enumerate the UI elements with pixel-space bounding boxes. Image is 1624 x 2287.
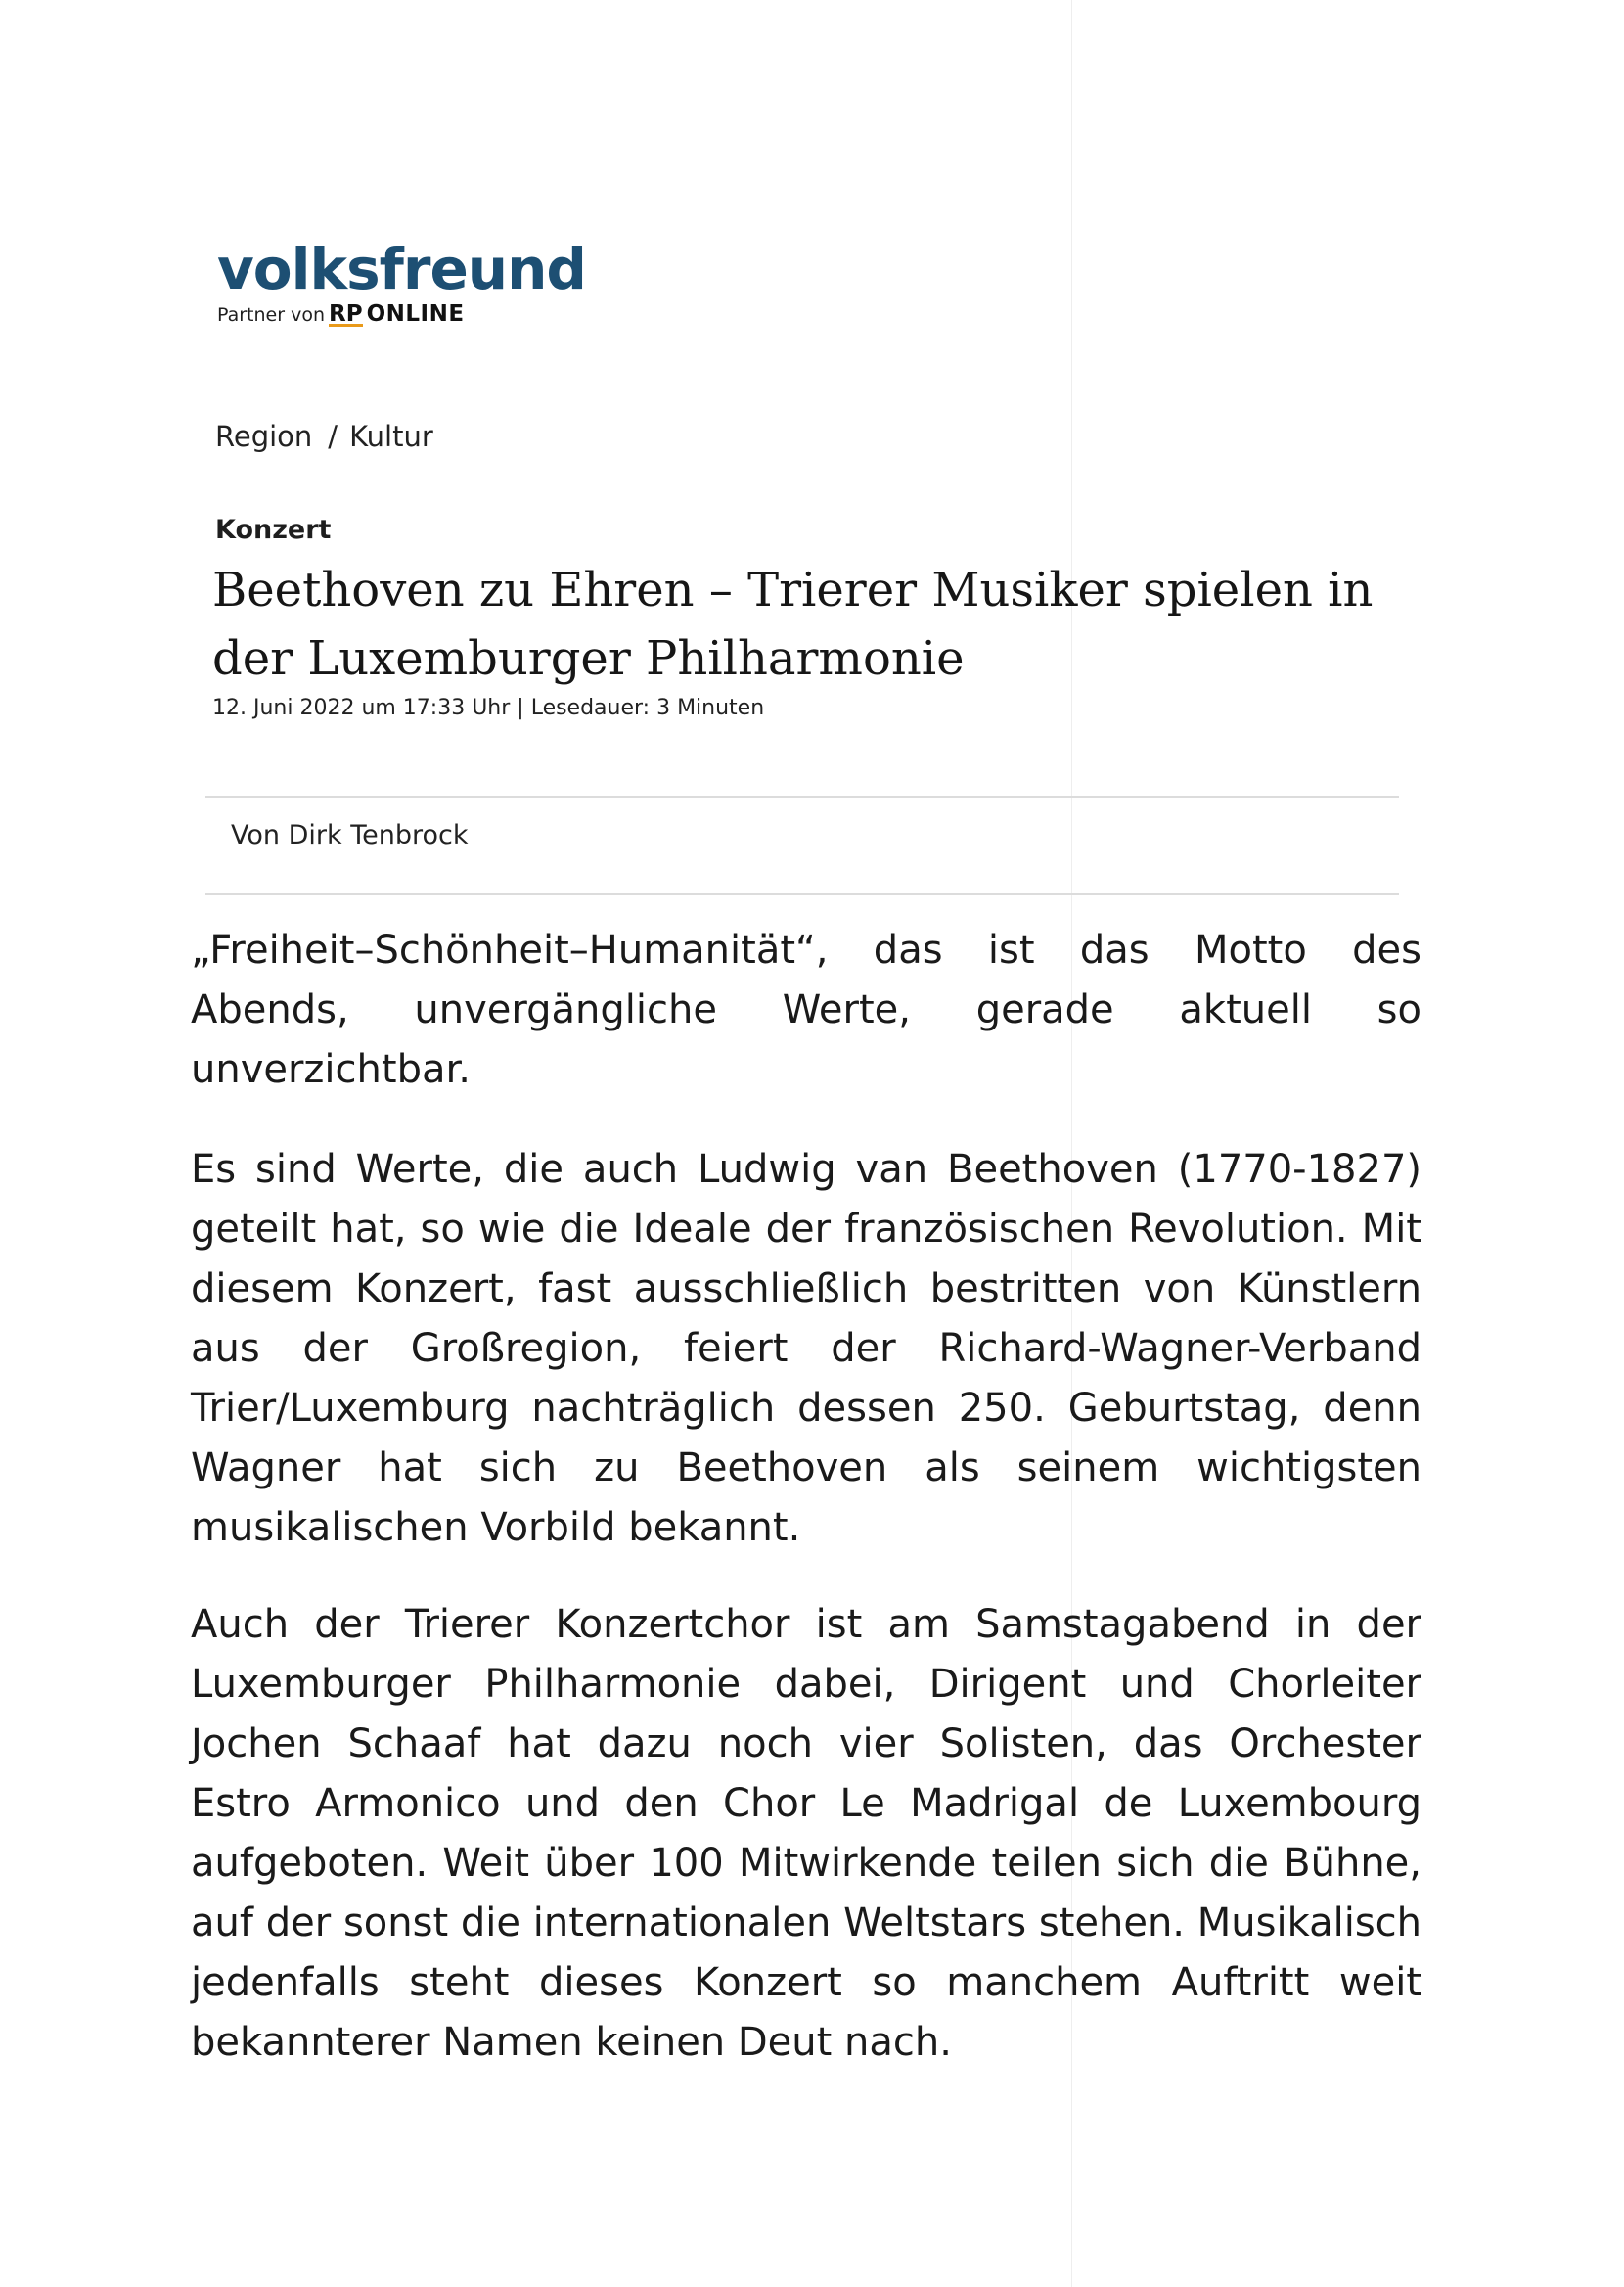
breadcrumb-item-region[interactable]: Region xyxy=(215,420,313,453)
divider-top xyxy=(205,796,1399,798)
logo-wordmark: volksfreund xyxy=(217,236,586,302)
divider-bottom xyxy=(205,893,1399,895)
partner-prefix: Partner von xyxy=(217,304,326,326)
partner-line xyxy=(217,302,586,327)
article-paragraph-3: Auch der Trierer Konzertchor ist am Samstagabend in der Luxemburger Philharmonie dabei, Dirigent und Chorleiter Jochen Schaaf hat dazu noch vier Solisten, das Orchester Estro Armonico und den Chor Le Madrigal de Luxembourg aufgeboten. Weit über 100 Mitwirkende teilen sich die Bühne, auf der sonst die internationalen Weltstars stehen. Musikalisch jedenfalls steht dieses Konzert so manchem Auftritt weit bekannterer Namen keinen Deut nach. xyxy=(191,1602,1421,2065)
rp-online-text: ONLINE xyxy=(366,301,465,327)
article-paragraph-1: „Freiheit–Schönheit–Humanität“, das ist das Motto des Abends, unvergängliche Werte, gerade aktuell so unverzichtbar. xyxy=(191,928,1421,1092)
article-author: Von Dirk Tenbrock xyxy=(231,820,469,850)
article-meta: 12. Juni 2022 um 17:33 Uhr | Lesedauer: 3 Minuten xyxy=(212,696,765,720)
breadcrumb xyxy=(215,417,433,456)
article-kicker: Konzert xyxy=(215,515,332,545)
rp-logo-mark: RP xyxy=(329,301,363,327)
breadcrumb-separator: / xyxy=(328,420,338,453)
breadcrumb-item-kultur[interactable]: Kultur xyxy=(349,420,433,453)
volksfreund-logo[interactable] xyxy=(217,238,586,327)
article-paragraph-2: Es sind Werte, die auch Ludwig van Beethoven (1770-1827) geteilt hat, so wie die Ideale der französischen Revolution. Mit diesem Konzert, fast ausschließlich bestritten von Künstlern aus der Großregion, feiert der Richard-Wagner-Verband Trier/Luxemburg nachträglich dessen 250. Geburtstag, denn Wagner hat sich zu Beethoven als seinem wichtigsten musikalischen Vorbild bekannt. xyxy=(191,1147,1421,1550)
article-headline: Beethoven zu Ehren – Trierer Musiker spielen in der Luxemburger Philharmonie xyxy=(212,563,1374,686)
